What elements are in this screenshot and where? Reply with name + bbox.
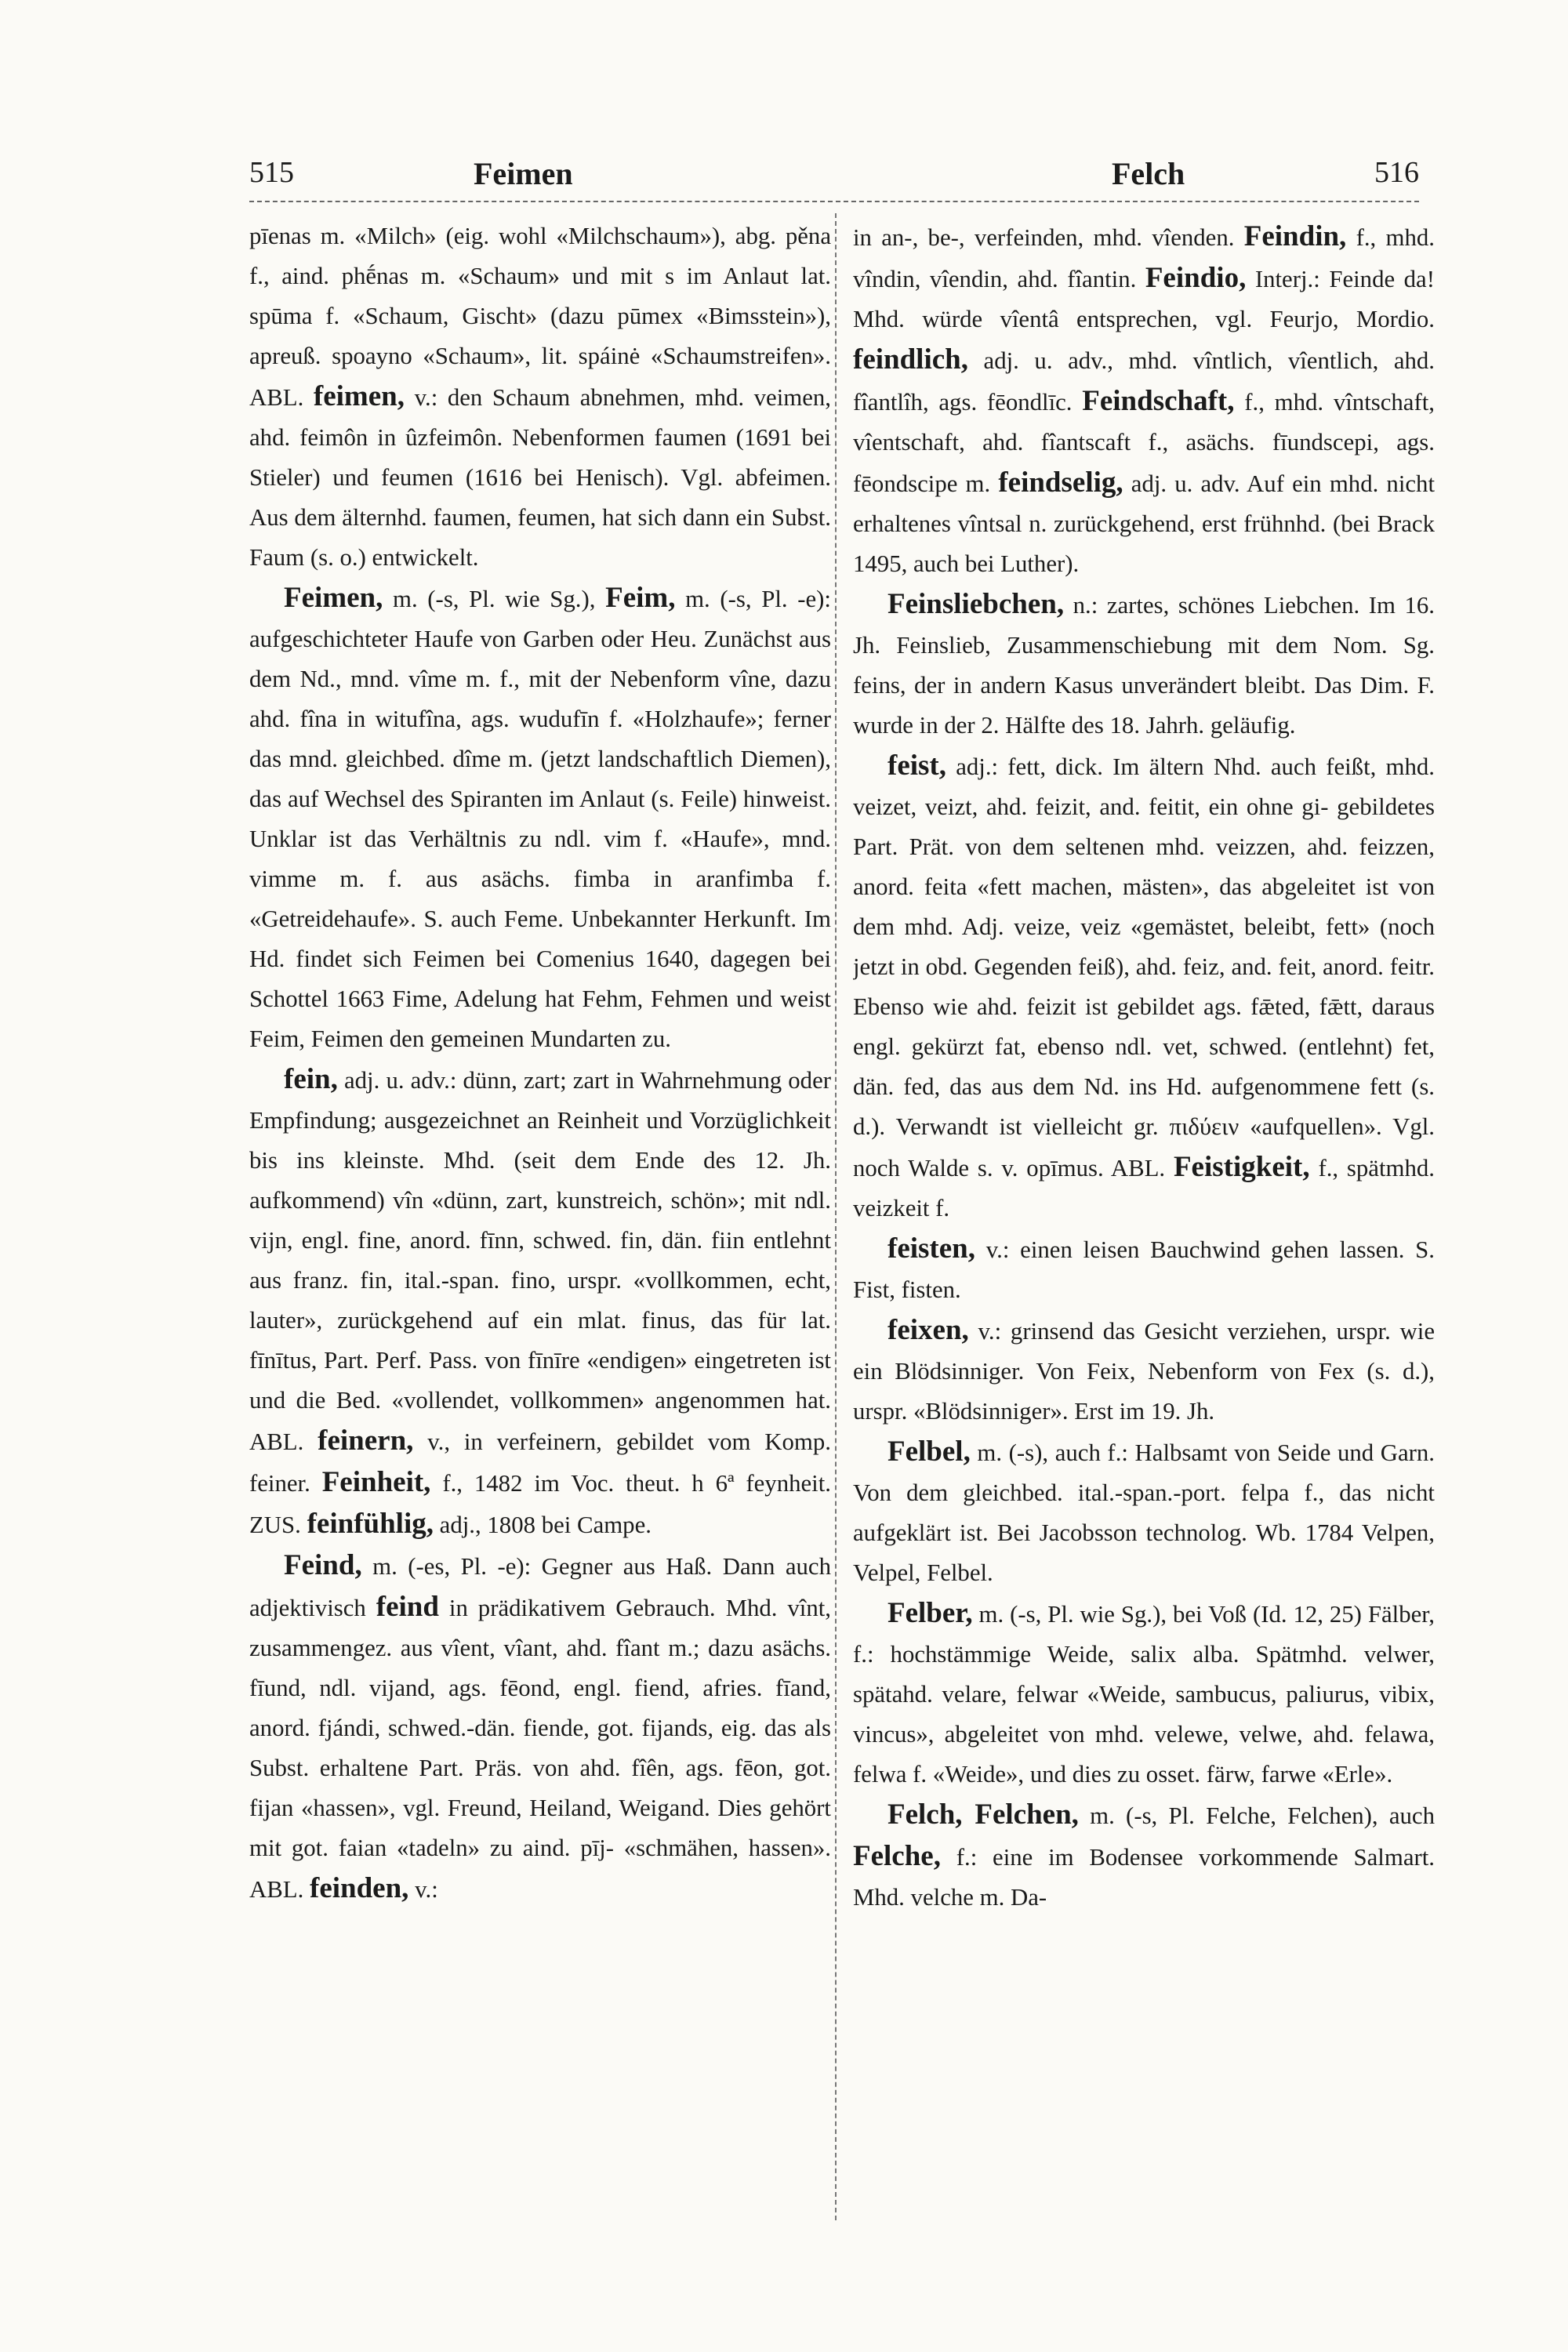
entry-text: v.: grinsend das Gesicht verziehen, urspr. wie ein Blödsinniger. Von Feix, Nebenform von Fex (s. d.), urspr. «Blödsinniger». Erst im 19. Jh.	[853, 1318, 1435, 1425]
headword: feinden,	[310, 1872, 409, 1904]
dictionary-entry	[853, 1229, 1435, 1310]
entry-text: v., in verfeinern, gebildet vom Komp. feiner.	[249, 1428, 831, 1497]
headword: Feinheit,	[321, 1466, 431, 1498]
running-title-left: Feimen	[474, 156, 573, 191]
headword: fein,	[284, 1063, 338, 1095]
headword: feinern,	[318, 1425, 414, 1457]
headword: Felch, Felchen,	[887, 1798, 1079, 1831]
entry-text: Interj.: Feinde da! Mhd. würde vîentâ entsprechen, vgl. Feurjo, Mordio.	[853, 266, 1435, 332]
right-column	[853, 216, 1435, 2223]
headword: feimen,	[313, 380, 405, 412]
entry-text: m. (-s), auch f.: Halbsamt von Seide und Garn. Von dem gleichbed. ital.-span.-port. felpa f., das nicht aufgeklärt ist. Bei Jacobsson technolog. Wb. 1784 Velpen, Velpel, Felbel.	[853, 1439, 1435, 1586]
running-title-right: Felch	[1112, 156, 1185, 191]
entry-text: adj. u. adv.: dünn, zart; zart in Wahrnehmung oder Empfindung; ausgezeichnet an Reinheit und Vorzüglichkeit bis ins kleinste. Mhd. (seit dem Ende des 12. Jh. aufkommend) vîn «dünn, zart, kunstreich, schön»; mit ndl. vijn, engl. fine, anord. fīnn, schwed. fin, dän. fiin entlehnt aus franz. fin, ital.-span. fino, urspr. «vollkommen, echt, lauter», zurückgehend auf ein mlat. finus, das für lat. fīnītus, Part. Perf. Pass. von fīnīre «endigen» eingetreten ist und die Bed. «vollendet, vollkommen» angenommen hat. ABL.	[249, 1067, 831, 1455]
column-divider	[835, 213, 837, 2220]
entry-text: f., 1482 im Voc. theut. h 6ª feynheit. ZUS.	[249, 1470, 831, 1538]
headword: Feinsliebchen,	[887, 588, 1065, 620]
entry-text: m. (-es, Pl. -e): Gegner aus Haß. Dann auch adjektivisch	[249, 1553, 831, 1621]
headword: Felber,	[887, 1597, 973, 1629]
entry-text: v.: den Schaum abnehmen, mhd. veimen, ahd. feimôn in ûzfeimôn. Nebenformen faumen (1691 bei Stieler) und feumen (1616 bei Henisch). Vgl. abfeimen. Aus dem älternhd. faumen, feumen, hat sich dann ein Subst. Faum (s. o.) entwickelt.	[249, 384, 831, 571]
entry-text: f., mhd. vîndin, vîendin, ahd. fîantin.	[853, 224, 1435, 292]
headword: Feindin,	[1243, 220, 1347, 252]
headword: feind	[376, 1591, 439, 1623]
entry-text: f., spätmhd. veizkeit f.	[853, 1155, 1435, 1221]
headword: Felbel,	[887, 1436, 971, 1468]
dictionary-entry	[853, 1593, 1435, 1795]
headword: Feindio,	[1145, 262, 1247, 294]
headword: Feistigkeit,	[1173, 1151, 1310, 1183]
dictionary-entry	[249, 1059, 831, 1545]
headword: Feind,	[284, 1549, 362, 1581]
page-header	[249, 154, 1419, 202]
dictionary-entry	[249, 216, 831, 578]
headword: Feim,	[605, 582, 676, 614]
headword: Felche,	[853, 1840, 941, 1872]
entry-text: m. (-s, Pl. -e): aufgeschichteter Haufe von Garben oder Heu. Zunächst aus dem Nd., mnd. vîme m. f., mit der Nebenform vîne, dazu ahd. fîna in witufîna, ags. wudufīn f. «Holzhaufe»; ferner das mnd. gleichbed. dîme m. (jetzt landschaftlich Diemen), das auf Wechsel des Spiranten im Anlaut (s. Feile) hinweist. Unklar ist das Verhältnis zu ndl. vim f. «Haufe», mnd. vimme m. f. aus asächs. fimba in aranfimba f. «Getreidehaufe». S. auch Feme. Unbekannter Herkunft. Im Hd. findet sich Feimen bei Comenius 1640, dagegen bei Schottel 1663 Fime, Adelung hat Fehm, Fehmen und weist Feim, Feimen den gemeinen Mundarten zu.	[249, 586, 831, 1052]
entry-text: adj. u. adv., mhd. vîntlich, vîentlich, ahd. fîantlîh, ags. fēondlīc.	[853, 347, 1435, 416]
dictionary-entry	[249, 578, 831, 1059]
entry-text: v.:	[408, 1876, 438, 1903]
entry-text: in prädikativem Gebrauch. Mhd. vînt, zusammengez. aus vîent, vîant, ahd. fîant m.; dazu asächs. fīund, ndl. vijand, ags. fēond, engl. fiend, afries. fīand, anord. fjándi, schwed.-dän. fiende, got. fijands, eig. das als Subst. erhaltene Part. Präs. von ahd. fîên, ags. fēon, got. fijan «hassen», vgl. Freund, Heiland, Weigand. Dies gehört mit got. faian «tadeln» zu aind. pīj- «schmähen, hassen». ABL.	[249, 1595, 831, 1903]
entry-text: adj., 1808 bei Campe.	[433, 1512, 652, 1538]
dictionary-entry	[853, 584, 1435, 746]
dictionary-entry	[853, 1432, 1435, 1593]
dictionary-entry	[853, 216, 1435, 584]
dictionary-entry	[853, 1795, 1435, 1918]
entry-text: n.: zartes, schönes Liebchen. Im 16. Jh. Feinslieb, Zusammenschiebung mit dem Nom. Sg. feins, der in andern Kasus unverändert bleibt. Das Dim. F. wurde in der 2. Hälfte des 18. Jahrh. geläufig.	[853, 592, 1435, 739]
dictionary-entry	[249, 1545, 831, 1910]
entry-text: pīenas m. «Milch» (eig. wohl «Milchschaum»), abg. pěna f., aind. phḗnas m. «Schaum» und mit s im Anlaut lat. spūma f. «Schaum, Gischt» (dazu pūmex «Bimsstein»), apreuß. spoayno «Schaum», lit. spáinė «Schaumstreifen». ABL.	[249, 223, 831, 411]
page-number-left: 515	[249, 156, 294, 189]
entry-text: m. (-s, Pl. wie Sg.), bei Voß (Id. 12, 25) Fälber, f.: hochstämmige Weide, salix alba. Spätmhd. velwer, spätahd. velare, felwar «Weide, sambucus, paliurus, vibix, vincus», abgeleitet von mhd. velewe, velwe, ahd. felawa, felwa f. «Weide», und dies zu osset. färw, farwe «Erle».	[853, 1601, 1435, 1788]
entry-text: m. (-s, Pl. wie Sg.),	[383, 586, 606, 612]
entry-text: adj.: fett, dick. Im ältern Nhd. auch feißt, mhd. veizet, veizt, ahd. feizit, and. feitit, ein ohne gi- gebildetes Part. Prät. von dem seltenen mhd. veizzen, ahd. feizzen, anord. feita «fett machen, mästen», das abgeleitet ist von dem mhd. Adj. veize, veiz «gemästet, beleibt, fett» (noch jetzt in obd. Gegenden feiß), ahd. feiz, and. feit, anord. feitr. Ebenso wie ahd. feizit ist gebildet ags. fǣted, fǣtt, daraus engl. gekürzt fat, ebenso ndl. vet, schwed. (entlehnt) fet, dän. fed, das aus dem Nd. ins Hd. aufgenommene fett (s. d.). Verwandt ist vielleicht gr. πιδύειν «aufquellen». Vgl. noch Walde s. v. opīmus. ABL.	[853, 753, 1435, 1181]
headword: feisten,	[887, 1232, 975, 1265]
headword: feist,	[887, 750, 946, 782]
headword: feinfühlig,	[307, 1508, 434, 1540]
entry-text: v.: einen leisen Bauchwind gehen lassen. S. Fist, fisten.	[853, 1236, 1435, 1303]
entry-text: in an-, be-, verfeinden, mhd. vîenden.	[853, 224, 1244, 251]
page-number-right: 516	[1374, 156, 1419, 189]
headword: Feindschaft,	[1082, 385, 1235, 417]
headword: feindlich,	[853, 343, 968, 376]
headword: feixen,	[887, 1314, 969, 1346]
entry-text: m. (-s, Pl. Felche, Felchen), auch	[1078, 1802, 1435, 1829]
left-column	[249, 216, 831, 2223]
entry-text: adj. u. adv. Auf ein mhd. nicht erhaltenes vîntsal n. zurückgehend, erst frühnhd. (bei Brack 1495, auch bei Luther).	[853, 470, 1435, 577]
dictionary-entry	[853, 1310, 1435, 1432]
headword: feindselig,	[998, 466, 1123, 499]
entry-text: f., mhd. vîntschaft, vîentschaft, ahd. fîantscaft f., asächs. fīundscepi, ags. fēondscipe m.	[853, 389, 1435, 497]
entry-text: f.: eine im Bodensee vorkommende Salmart. Mhd. velche m. Da-	[853, 1844, 1435, 1911]
headword: Feimen,	[284, 582, 383, 614]
dictionary-entry	[853, 746, 1435, 1229]
